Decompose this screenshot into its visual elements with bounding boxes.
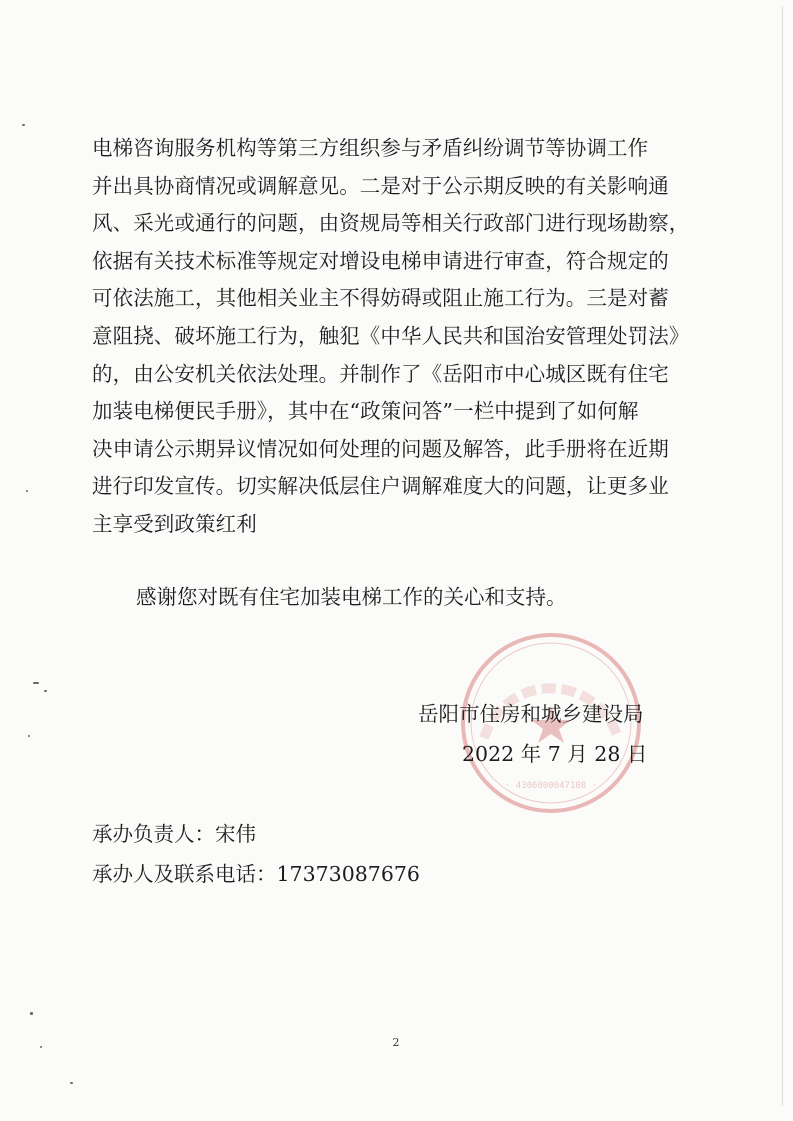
scan-speck (22, 124, 25, 126)
contact-handler (92, 816, 256, 852)
body-line: 加装电梯便民手册》，其中在“政策问答”一栏中提到了如何解 (92, 399, 639, 424)
body-line: 电梯咨询服务机构等第三方组织参与矛盾纠纷调节等协调工作 (92, 136, 649, 160)
body-line: 主享受到政策红利 (92, 511, 257, 536)
thanks-line: 感谢您对既有住宅加装电梯工作的关心和支持。 (136, 585, 567, 609)
body-line: 的，由公安机关依法处理。并制作了《岳阳市中心城区既有住宅 (92, 361, 669, 386)
signature-org: 岳阳市住房和城乡建设局 (418, 702, 644, 726)
body-line: 依据有关技术标准等规定对增设电梯申请进行审查，符合规定的 (92, 248, 669, 273)
body-paragraph (92, 130, 692, 544)
phone-label: 承办人及联系电话： (92, 862, 277, 886)
svg-text:· 4306000047108 ·: · 4306000047108 · (504, 781, 598, 791)
page-number: 2 (392, 1036, 400, 1049)
body-line: 进行印发宣传。切实解决低层住户调解难度大的问题，让更多业 (92, 474, 669, 499)
phone-number: 17373087676 (276, 862, 420, 886)
body-line: 意阻挠、破坏施工行为，触犯《中华人民共和国治安管理处罚法》 (92, 323, 690, 348)
scan-speck (33, 682, 39, 684)
scan-speck (70, 1082, 73, 1084)
signature-date: 2022 年 7 月 28 日 (462, 742, 648, 766)
body-line: 并出具协商情况或调解意见。二是对于公示期反映的有关影响通 (92, 173, 669, 198)
body-line: 决申请公示期异议情况如何处理的问题及解答，此手册将在近期 (92, 436, 669, 461)
scan-speck (40, 1046, 42, 1048)
handler-label: 承办负责人： (92, 822, 215, 846)
contact-phone (92, 856, 420, 892)
scan-speck (44, 690, 47, 692)
scan-speck (28, 735, 30, 737)
handler-name: 宋伟 (215, 822, 256, 846)
body-line: 可依法施工，其他相关业主不得妨碍或阻止施工行为。三是对蓄 (92, 286, 669, 311)
body-line: 风、采光或通行的问题，由资规局等相关行政部门进行现场勘察， (92, 211, 690, 236)
scan-speck (782, 6, 783, 1106)
scan-speck (30, 1012, 33, 1015)
scan-speck (26, 490, 28, 492)
